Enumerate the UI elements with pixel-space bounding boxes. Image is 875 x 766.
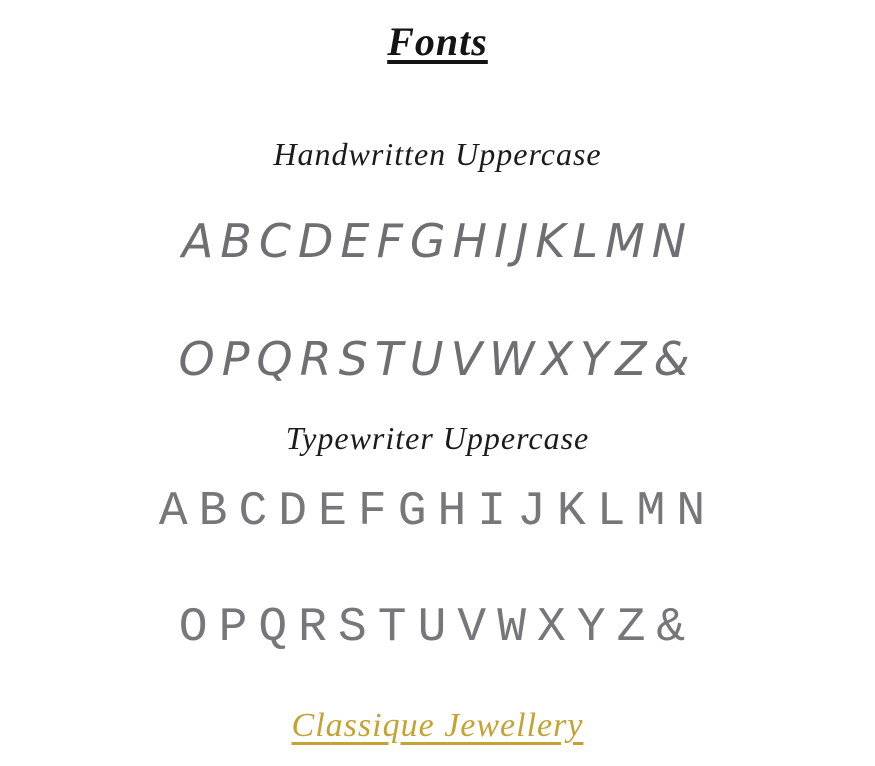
typewriter-alphabet-row-o-z: OPQRSTUVWXYZ& bbox=[178, 601, 697, 655]
handwritten-section-label: Handwritten Uppercase bbox=[273, 136, 602, 172]
page-title: Fonts bbox=[387, 19, 488, 64]
typewriter-section-label: Typewriter Uppercase bbox=[285, 420, 590, 456]
handwritten-alphabet-row-a-n: ABCDEFGHIJKLMN bbox=[181, 214, 694, 268]
section-typewriter bbox=[0, 420, 875, 658]
typewriter-alphabet-row-a-n: ABCDEFGHIJKLMN bbox=[158, 485, 717, 539]
handwritten-alphabet-row-o-z: OPQRSTUVWXYZ& bbox=[178, 332, 697, 386]
section-handwritten bbox=[0, 136, 875, 390]
brand-name: Classique Jewellery bbox=[291, 707, 584, 744]
brand-footer bbox=[0, 702, 875, 750]
